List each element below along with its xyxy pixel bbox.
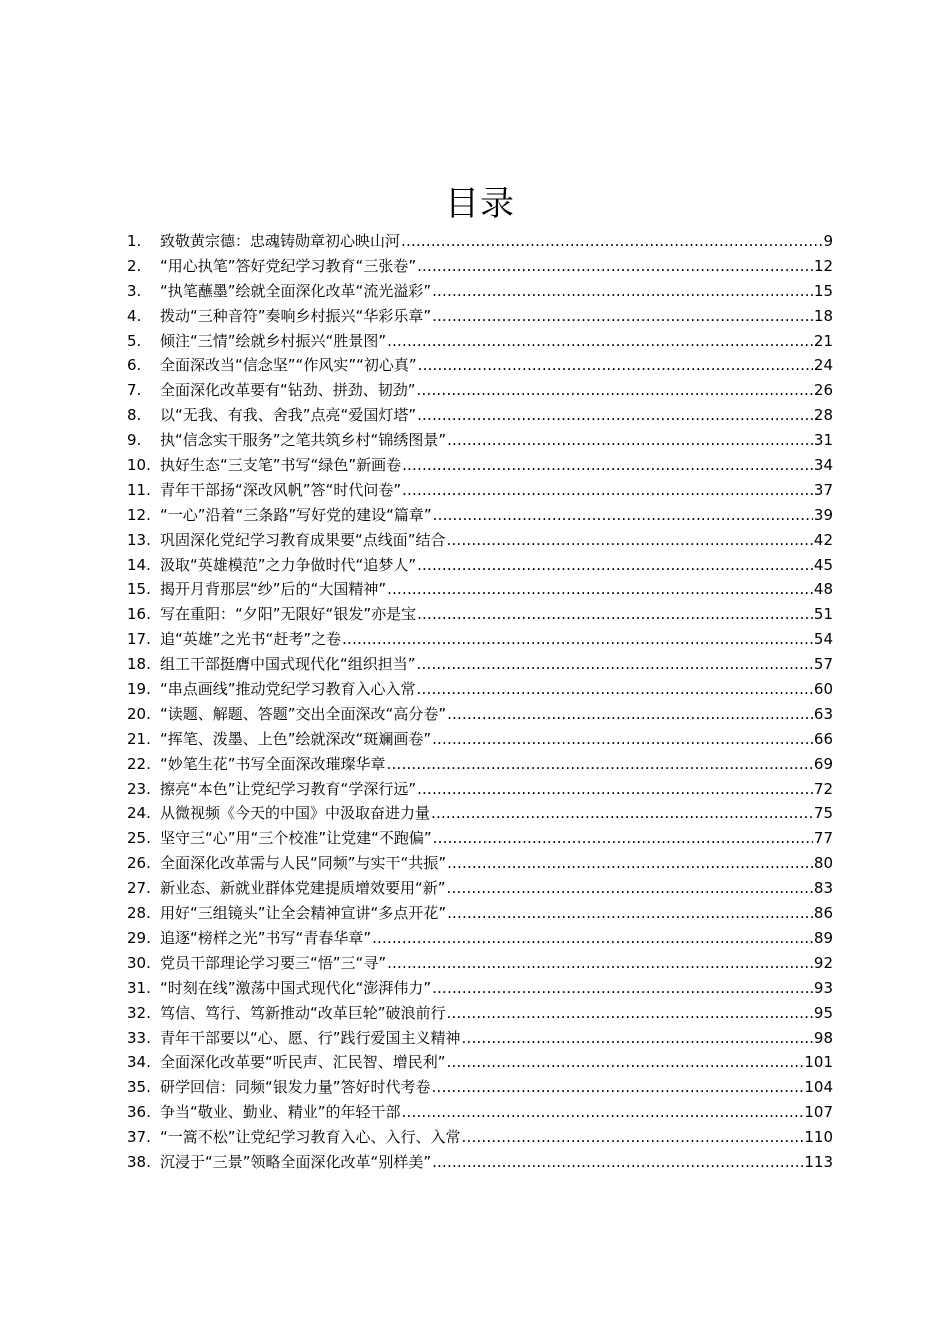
toc-entry[interactable]	[127, 1050, 833, 1075]
toc-entry-page-number: 60	[813, 680, 833, 699]
toc-dot-leader	[417, 602, 813, 627]
toc-entry-title: 执好生态“三支笔”书写“绿色”新画卷	[160, 456, 402, 475]
toc-dot-leader	[387, 951, 813, 976]
toc-dot-leader	[342, 627, 813, 652]
toc-entry-title: “一篙不松”让党纪学习教育入心、入行、入常	[160, 1128, 461, 1147]
toc-entry-number: 16.	[127, 605, 151, 624]
toc-entry-page-number: 110	[804, 1128, 833, 1147]
toc-entry-number: 23.	[127, 779, 151, 798]
toc-dot-leader	[417, 777, 813, 802]
toc-entry-number: 25.	[127, 829, 151, 848]
toc-entry-number: 13.	[127, 530, 151, 549]
toc-entry[interactable]	[127, 1026, 833, 1051]
toc-entry[interactable]	[127, 926, 833, 951]
toc-entry[interactable]	[127, 229, 833, 254]
toc-entry-number: 15.	[127, 580, 151, 599]
toc-entry-number: 10.	[127, 456, 151, 475]
toc-entry-number: 35.	[127, 1078, 151, 1097]
toc-entry-number: 4.	[127, 306, 142, 325]
toc-dot-leader	[417, 553, 813, 578]
toc-entry-page-number: 86	[813, 904, 833, 923]
toc-dot-leader	[432, 727, 813, 752]
toc-entry[interactable]	[127, 1125, 833, 1150]
toc-dot-leader	[433, 503, 813, 528]
toc-entry[interactable]	[127, 602, 833, 627]
toc-entry-page-number: 31	[813, 431, 833, 450]
toc-entry[interactable]	[127, 403, 833, 428]
toc-entry-page-number: 42	[813, 530, 833, 549]
toc-entry-title: 执“信念实干服务”之笔共筑乡村“锦绣图景”	[160, 431, 447, 450]
toc-dot-leader	[431, 801, 813, 826]
toc-entry-title: 组工干部挺膺中国式现代化“组织担当”	[160, 655, 416, 674]
toc-entry[interactable]	[127, 503, 833, 528]
toc-dot-leader	[447, 1050, 804, 1075]
toc-entry[interactable]	[127, 901, 833, 926]
toc-list	[127, 229, 833, 1175]
toc-entry-number: 19.	[127, 680, 151, 699]
toc-entry-number: 12.	[127, 505, 151, 524]
toc-entry-number: 31.	[127, 978, 151, 997]
toc-entry-number: 21.	[127, 729, 151, 748]
toc-entry-page-number: 107	[804, 1103, 833, 1122]
toc-entry-page-number: 45	[813, 555, 833, 574]
toc-entry[interactable]	[127, 951, 833, 976]
toc-entry[interactable]	[127, 801, 833, 826]
toc-entry-title: 青年干部要以“心、愿、行”践行爱国主义精神	[160, 1028, 461, 1047]
toc-entry[interactable]	[127, 329, 833, 354]
toc-entry-number: 8.	[127, 406, 142, 425]
toc-entry-page-number: 101	[804, 1053, 833, 1072]
toc-entry[interactable]	[127, 528, 833, 553]
toc-entry-title: 沉浸于“三景”领略全面深化改革“别样美”	[160, 1152, 432, 1171]
toc-entry-title: “妙笔生花”书写全面深改璀璨华章	[160, 754, 386, 773]
toc-entry-page-number: 57	[813, 655, 833, 674]
toc-entry-title: 新业态、新就业群体党建提质增效要用“新”	[160, 879, 446, 898]
toc-dot-leader	[417, 378, 813, 403]
toc-dot-leader	[447, 851, 813, 876]
toc-entry-number: 2.	[127, 256, 142, 275]
toc-dot-leader	[402, 1100, 804, 1125]
toc-entry-title: 全面深化改革要有“钻劲、拼劲、韧劲”	[160, 381, 416, 400]
toc-entry-number: 22.	[127, 754, 151, 773]
toc-entry-page-number: 26	[813, 381, 833, 400]
toc-entry-page-number: 18	[813, 306, 833, 325]
toc-entry-number: 33.	[127, 1028, 151, 1047]
toc-entry-title: 写在重阳：“夕阳”无限好“银发”亦是宝	[160, 605, 417, 624]
toc-entry-number: 7.	[127, 381, 142, 400]
toc-entry[interactable]	[127, 428, 833, 453]
toc-entry-number: 34.	[127, 1053, 151, 1072]
toc-entry-title: 研学回信：同频“银发力量”答好时代考卷	[160, 1078, 431, 1097]
toc-entry-page-number: 9	[823, 232, 833, 250]
toc-entry[interactable]	[127, 553, 833, 578]
toc-entry-title: 全面深化改革需与人民“同频”与实干“共振”	[160, 854, 447, 873]
toc-entry-page-number: 21	[813, 331, 833, 350]
toc-entry-number: 36.	[127, 1103, 151, 1122]
toc-entry-page-number: 80	[813, 854, 833, 873]
toc-entry-number: 14.	[127, 555, 151, 574]
toc-entry-page-number: 104	[804, 1078, 833, 1097]
toc-entry-title: 青年干部扬“深改风帆”答“时代问卷”	[160, 480, 402, 499]
toc-entry-title: 揭开月背那层“纱”后的“大国精神”	[160, 580, 387, 599]
toc-entry-page-number: 75	[813, 804, 833, 823]
toc-entry-title: 致敬黄宗德：忠魂铸勋章初心映山河	[160, 232, 401, 250]
toc-entry[interactable]	[127, 478, 833, 503]
toc-dot-leader	[447, 876, 813, 901]
toc-dot-leader	[418, 353, 813, 378]
toc-entry-title: “一心”沿着“三条路”写好党的建设“篇章”	[160, 505, 432, 524]
toc-entry-number: 3.	[127, 281, 142, 300]
toc-entry[interactable]	[127, 1075, 833, 1100]
toc-dot-leader	[462, 1026, 813, 1051]
toc-entry-title: 从微视频《今天的中国》中汲取奋进力量	[160, 804, 431, 823]
toc-entry-title: 以“无我、有我、舍我”点亮“爱国灯塔”	[160, 406, 417, 425]
toc-entry-title: 巩固深化党纪学习教育成果要“点线面”结合	[160, 530, 446, 549]
toc-entry-title: “串点画线”推动党纪学习教育入心入常	[160, 680, 416, 699]
toc-entry[interactable]	[127, 727, 833, 752]
toc-entry-page-number: 15	[813, 281, 833, 300]
toc-entry-number: 1.	[127, 232, 142, 250]
toc-entry-number: 5.	[127, 331, 142, 350]
toc-entry-page-number: 77	[813, 829, 833, 848]
toc-entry[interactable]	[127, 353, 833, 378]
toc-entry[interactable]	[127, 976, 833, 1001]
toc-entry-title: 全面深改当“信念坚”“作风实”“初心真”	[160, 356, 417, 375]
toc-dot-leader	[432, 304, 813, 329]
toc-entry[interactable]	[127, 876, 833, 901]
toc-entry-number: 32.	[127, 1003, 151, 1022]
toc-dot-leader	[372, 926, 813, 951]
toc-entry-number: 28.	[127, 904, 151, 923]
toc-dot-leader	[387, 329, 813, 354]
toc-entry-page-number: 95	[813, 1003, 833, 1022]
toc-dot-leader	[447, 702, 813, 727]
toc-dot-leader	[462, 1125, 804, 1150]
toc-entry-page-number: 12	[813, 256, 833, 275]
toc-entry-title: 汲取“英雄模范”之力争做时代“追梦人”	[160, 555, 417, 574]
toc-entry-title: “执笔蘸墨”绘就全面深化改革“流光溢彩”	[160, 281, 432, 300]
toc-dot-leader	[417, 677, 813, 702]
toc-entry[interactable]	[127, 826, 833, 851]
toc-dot-leader	[417, 403, 813, 428]
toc-entry-title: 拨动“三种音符”奏响乡村振兴“华彩乐章”	[160, 306, 432, 325]
toc-entry-number: 11.	[127, 480, 151, 499]
toc-entry-number: 38.	[127, 1152, 151, 1171]
toc-entry[interactable]	[127, 453, 833, 478]
toc-entry-title: “用心执笔”答好党纪学习教育“三张卷”	[160, 256, 417, 275]
toc-entry-number: 6.	[127, 356, 142, 375]
toc-entry-number: 27.	[127, 879, 151, 898]
toc-dot-leader	[417, 652, 813, 677]
toc-entry-page-number: 39	[813, 505, 833, 524]
toc-dot-leader	[401, 229, 822, 254]
toc-entry-number: 18.	[127, 655, 151, 674]
toc-entry-title: “时刻在线”激荡中国式现代化“澎湃伟力”	[160, 978, 432, 997]
toc-dot-leader	[387, 752, 813, 777]
toc-entry-title: 党员干部理论学习要三“悟”三“寻”	[160, 953, 387, 972]
toc-entry-page-number: 113	[804, 1152, 833, 1171]
toc-entry-number: 9.	[127, 431, 142, 450]
toc-entry-page-number: 69	[813, 754, 833, 773]
toc-entry[interactable]	[127, 777, 833, 802]
toc-entry[interactable]	[127, 702, 833, 727]
toc-dot-leader	[402, 478, 813, 503]
toc-entry-page-number: 37	[813, 480, 833, 499]
toc-entry[interactable]	[127, 677, 833, 702]
toc-entry[interactable]	[127, 1001, 833, 1026]
toc-entry-title: 笃信、笃行、笃新推动“改革巨轮”破浪前行	[160, 1003, 446, 1022]
toc-dot-leader	[402, 453, 813, 478]
toc-entry[interactable]	[127, 304, 833, 329]
toc-entry[interactable]	[127, 627, 833, 652]
toc-entry-title: “读题、解题、答题”交出全面深改“高分卷”	[160, 704, 447, 723]
toc-dot-leader	[432, 279, 813, 304]
toc-entry[interactable]	[127, 577, 833, 602]
toc-entry[interactable]	[127, 752, 833, 777]
toc-entry-title: 追逐“榜样之光”书写“青春华章”	[160, 928, 372, 947]
toc-entry-page-number: 63	[813, 704, 833, 723]
toc-dot-leader	[447, 428, 813, 453]
toc-entry-page-number: 34	[813, 456, 833, 475]
toc-dot-leader	[432, 1150, 803, 1175]
toc-entry[interactable]	[127, 378, 833, 403]
toc-title: 目录	[445, 184, 515, 224]
toc-entry-title: 坚守三“心”用“三个校准”让党建“不跑偏”	[160, 829, 432, 848]
toc-entry-page-number: 24	[813, 356, 833, 375]
toc-entry-page-number: 92	[813, 953, 833, 972]
toc-entry-number: 26.	[127, 854, 151, 873]
toc-entry[interactable]	[127, 1100, 833, 1125]
toc-entry-number: 30.	[127, 953, 151, 972]
toc-entry-number: 24.	[127, 804, 151, 823]
toc-entry-title: 用好“三组镜头”让全会精神宣讲“多点开花”	[160, 904, 447, 923]
toc-dot-leader	[433, 826, 813, 851]
toc-entry-title: 争当“敬业、勤业、精业”的年轻干部	[160, 1103, 401, 1122]
toc-dot-leader	[432, 1075, 804, 1100]
toc-dot-leader	[447, 1001, 813, 1026]
toc-dot-leader	[447, 528, 813, 553]
toc-entry-page-number: 28	[813, 406, 833, 425]
toc-entry-number: 20.	[127, 704, 151, 723]
toc-entry-page-number: 93	[813, 978, 833, 997]
toc-entry-page-number: 48	[813, 580, 833, 599]
toc-entry-number: 37.	[127, 1128, 151, 1147]
toc-entry[interactable]	[127, 279, 833, 304]
toc-entry-number: 29.	[127, 928, 151, 947]
toc-entry-number: 17.	[127, 630, 151, 649]
toc-dot-leader	[387, 577, 813, 602]
toc-entry[interactable]	[127, 1150, 833, 1175]
toc-entry-page-number: 89	[813, 928, 833, 947]
toc-entry-page-number: 51	[813, 605, 833, 624]
toc-entry-page-number: 72	[813, 779, 833, 798]
toc-entry-page-number: 54	[813, 630, 833, 649]
toc-dot-leader	[447, 901, 813, 926]
toc-entry[interactable]	[127, 851, 833, 876]
toc-entry-title: “挥笔、泼墨、上色”绘就深改“斑斓画卷”	[160, 729, 432, 748]
toc-entry-title: 全面深化改革要“听民声、汇民智、增民利”	[160, 1053, 446, 1072]
toc-entry-page-number: 66	[813, 729, 833, 748]
toc-entry-page-number: 98	[813, 1028, 833, 1047]
toc-entry-page-number: 83	[813, 879, 833, 898]
toc-entry-title: 追“英雄”之光书“赶考”之卷	[160, 630, 342, 649]
toc-entry-title: 擦亮“本色”让党纪学习教育“学深行远”	[160, 779, 417, 798]
toc-dot-leader	[417, 254, 813, 279]
toc-entry-title: 倾注“三情”绘就乡村振兴“胜景图”	[160, 331, 387, 350]
toc-dot-leader	[432, 976, 813, 1001]
toc-entry[interactable]	[127, 254, 833, 279]
toc-entry[interactable]	[127, 652, 833, 677]
